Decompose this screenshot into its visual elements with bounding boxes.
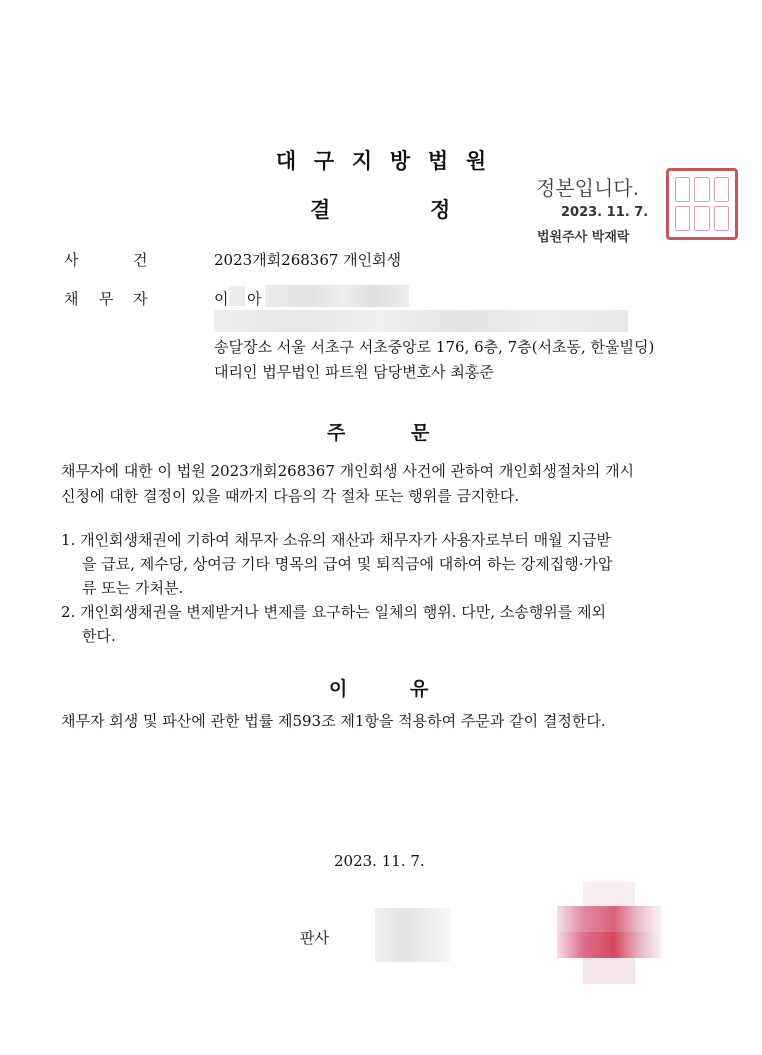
certified-copy-title: 정본입니다. — [536, 176, 639, 200]
judge-seal-blur — [557, 932, 661, 958]
court-title-char: 원 — [465, 148, 487, 173]
order-item-2-line: 2. 개인회생채권을 변제받거나 변제를 요구하는 일체의 행위. 다만, 소송행위를 제외 — [61, 603, 606, 621]
judge-seal-blur — [583, 958, 635, 984]
court-title-char: 방 — [389, 148, 411, 173]
decision-title-char: 결 — [310, 197, 331, 222]
debtor-label-char: 채 — [64, 290, 79, 308]
case-label-char: 사 — [64, 251, 79, 269]
debtor-label-char: 무 — [99, 290, 114, 308]
order-intro-line: 신청에 대한 결정이 있을 때까지 다음의 각 절차 또는 행위를 금지한다. — [61, 487, 520, 505]
reason-text: 채무자 회생 및 파산에 관한 법률 제593조 제1항을 적용하여 주문과 같이 결정한다. — [61, 712, 606, 730]
order-heading-char: 주 — [327, 422, 346, 444]
debtor-name-char: 이 — [214, 290, 229, 308]
order-item-1-line: 을 급료, 제수당, 상여금 기타 명목의 급여 및 퇴직금에 대하여 하는 강제집행·가압 — [82, 555, 613, 573]
redaction-block — [229, 286, 245, 306]
order-item-2-line: 한다. — [82, 627, 116, 645]
judge-seal-blur — [583, 882, 635, 908]
certified-copy-date: 2023. 11. 7. — [561, 205, 649, 220]
judge-label: 판사 — [300, 929, 329, 947]
case-number: 2023개회268367 개인회생 — [214, 251, 402, 269]
order-item-1-line: 류 또는 가처분. — [82, 579, 184, 597]
case-label-char: 건 — [133, 251, 148, 269]
decision-title-char: 정 — [430, 197, 451, 222]
court-title-char: 지 — [351, 148, 373, 173]
legal-agent: 대리인 법무법인 파트원 담당변호사 최홍준 — [214, 363, 494, 381]
decision-date: 2023. 11. 7. — [334, 852, 425, 870]
certified-copy-clerk: 법원주사 박재락 — [537, 230, 630, 245]
judge-seal-blur — [557, 906, 661, 932]
judge-name-redaction — [375, 908, 450, 962]
debtor-label-char: 자 — [133, 290, 148, 308]
court-title — [0, 145, 762, 175]
court-seal-stamp — [666, 168, 738, 240]
order-intro-line: 채무자에 대한 이 법원 2023개회268367 개인회생 사건에 관하여 개인회생절차의 개시 — [61, 462, 635, 480]
reason-heading-char: 유 — [410, 678, 429, 700]
order-heading-char: 문 — [411, 422, 430, 444]
court-title-char: 구 — [313, 148, 335, 173]
reason-heading-char: 이 — [329, 678, 348, 700]
order-item-1-line: 1. 개인회생채권에 기하여 채무자 소유의 재산과 채무자가 사용자로부터 매월 지급받 — [61, 531, 611, 549]
redaction-block — [265, 285, 409, 307]
debtor-name-char: 아 — [247, 290, 262, 308]
court-title-char: 대 — [275, 148, 297, 173]
service-address: 송달장소 서울 서초구 서초중앙로 176, 6층, 7층(서초동, 한울빌딩) — [214, 338, 655, 356]
redaction-block — [214, 310, 628, 332]
court-title-char: 법 — [427, 148, 449, 173]
